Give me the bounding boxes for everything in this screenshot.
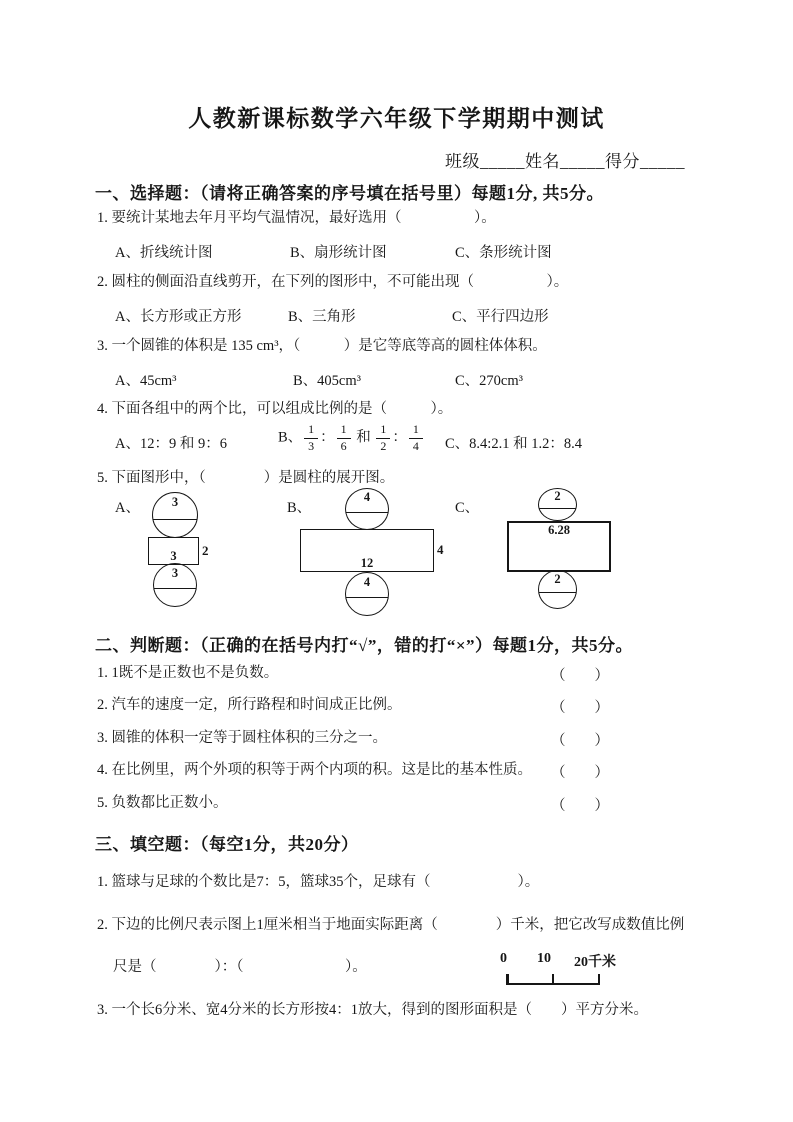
- s3-q1-text: 1. 篮球与足球的个数比是7：5，篮球35个，足球有（ ）。: [97, 874, 540, 890]
- diagram-a-bottom-circle: 3: [153, 563, 197, 607]
- diagram-a-height-label: 2: [202, 543, 209, 558]
- diagram-b-label: B、: [287, 500, 312, 516]
- s1-q2-options: [0, 305, 793, 325]
- fraction-1-3: $\frac{1}{3}$: [304, 423, 318, 454]
- s2-item-4-answer-bracket: （ ）: [551, 765, 609, 781]
- diagram-c-rectangle: 6.28: [507, 521, 611, 572]
- scale-tick: [598, 974, 601, 983]
- diagram-c-label: C、: [455, 500, 480, 516]
- s1-q3-option-b: B、405cm³: [293, 373, 361, 389]
- diagram-b-bottom-circle: 4: [345, 572, 389, 616]
- diameter-line: [539, 508, 576, 509]
- s1-q4-option-c: C、8.4:2.1 和 1.2：8.4: [445, 436, 582, 452]
- scale-label-0: 0: [500, 951, 507, 966]
- s1-q2-text: 2. 圆柱的侧面沿直线剪开，在下列的图形中，不可能出现（ ）。: [97, 274, 569, 290]
- diameter-line: [154, 588, 196, 589]
- s1-q5-text: 5. 下面图形中，（ ）是圆柱的展开图。: [97, 470, 395, 486]
- s1-q2-option-c: C、平行四边形: [452, 309, 549, 325]
- diameter-line: [346, 597, 388, 598]
- ratio-colon: ：: [320, 429, 335, 446]
- section3-heading: 三、填空题：（每空1分，共20分）: [95, 835, 359, 854]
- s1-q1-options: [0, 241, 793, 261]
- scale-tick: [506, 974, 509, 983]
- s2-item-4: 4. 在比例里，两个外项的积等于两个内项的积。这是比的基本性质。: [97, 762, 532, 778]
- scale-label-10: 10: [537, 951, 551, 966]
- s1-q4-option-b-prefix: B、: [278, 429, 303, 446]
- s3-q3-text: 3. 一个长6分米、宽4分米的长方形按4：1放大，得到的图形面积是（ ）平方分米。: [97, 1002, 648, 1018]
- s1-q1-option-b: B、扇形统计图: [290, 245, 387, 261]
- s1-q4-options: [0, 421, 793, 461]
- fraction-1-2: $\frac{1}{2}$: [376, 423, 390, 454]
- fraction-1-6: $\frac{1}{6}$: [337, 423, 351, 454]
- diagram-a-top-circle: 3: [152, 492, 198, 538]
- s1-q3-text: 3. 一个圆锥的体积是 135 cm³，（ ）是它等底等高的圆柱体体积。: [97, 338, 547, 354]
- and-word: 和: [356, 429, 371, 446]
- scale-tick: [552, 974, 555, 983]
- diameter-line: [539, 592, 576, 593]
- diagram-b-height-label: 4: [437, 542, 444, 557]
- scale-bar: [506, 974, 600, 985]
- s1-q2-option-a: A、长方形或正方形: [115, 309, 242, 325]
- s1-q3-option-a: A、45cm³: [115, 373, 177, 389]
- diagram-b-top-circle: 4: [345, 488, 389, 530]
- diameter-line: [153, 519, 197, 520]
- s2-item-1-answer-bracket: （ ）: [551, 668, 609, 684]
- s2-item-2: 2. 汽车的速度一定，所行路程和时间成正比例。: [97, 697, 402, 713]
- diagram-c-top-circle: 2: [538, 488, 577, 521]
- s1-q4-option-b: [278, 423, 425, 454]
- s1-q4-text: 4. 下面各组中的两个比，可以组成比例的是（ ）。: [97, 401, 453, 417]
- s2-item-5-answer-bracket: （ ）: [551, 798, 609, 814]
- s2-item-3-answer-bracket: （ ）: [551, 733, 609, 749]
- page-title: 人教新课标数学六年级下学期期中测试: [188, 106, 605, 131]
- diagram-b-rectangle: 12: [300, 529, 434, 572]
- diagram-a-rectangle: 3: [148, 537, 199, 565]
- s1-q1-option-a: A、折线统计图: [115, 245, 213, 261]
- fraction-1-4: $\frac{1}{4}$: [409, 423, 423, 454]
- scale-label-20km: 20千米: [574, 955, 616, 970]
- s1-q2-option-b: B、三角形: [288, 309, 356, 325]
- diagram-a-label: A、: [115, 500, 140, 516]
- diameter-line: [346, 512, 388, 513]
- s3-q2-text-line2: 尺是（ ）：（ ）。: [113, 959, 367, 975]
- s1-q3-option-c: C、270cm³: [455, 373, 523, 389]
- s2-item-5: 5. 负数都比正数小。: [97, 795, 228, 811]
- s2-item-2-answer-bracket: （ ）: [551, 700, 609, 716]
- s1-q4-option-a: A、12：9 和 9：6: [115, 436, 227, 452]
- s1-q1-text: 1. 要统计某地去年月平均气温情况，最好选用（ ）。: [97, 210, 496, 226]
- s1-q1-option-c: C、条形统计图: [455, 245, 552, 261]
- section2-heading: 二、判断题：（正确的在括号内打“√”，错的打“×”）每题1分，共5分。: [95, 636, 634, 655]
- s2-item-1: 1. 1既不是正数也不是负数。: [97, 665, 279, 681]
- s1-q3-options: [0, 369, 793, 389]
- diagram-c-bottom-circle: 2: [538, 570, 577, 609]
- s3-q2-text-line1: 2. 下边的比例尺表示图上1厘米相当于地面实际距离（ ）千米，把它改写成数值比例: [97, 917, 685, 933]
- section1-heading: 一、选择题：（请将正确答案的序号填在括号里）每题1分, 共5分。: [95, 184, 604, 203]
- student-info-blanks: 班级_____姓名_____得分_____: [445, 152, 685, 171]
- s2-item-3: 3. 圆锥的体积一定等于圆柱体积的三分之一。: [97, 730, 387, 746]
- ratio-colon: ：: [392, 429, 407, 446]
